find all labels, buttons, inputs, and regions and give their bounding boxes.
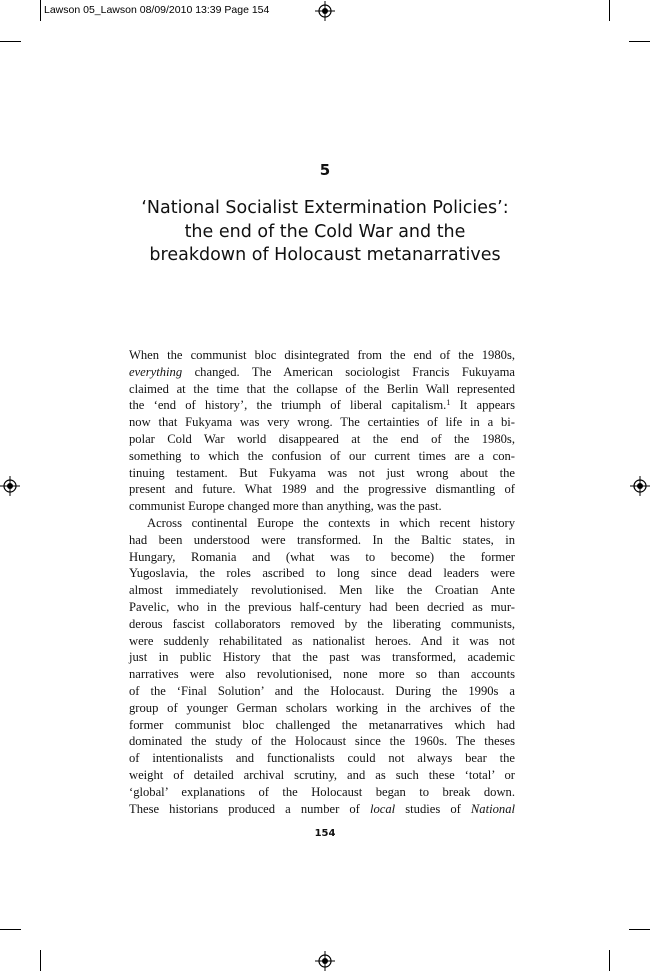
body-line: of intentionalists and functionalists could not always bear the (129, 751, 515, 766)
crop-mark-bottom-left-h (0, 929, 21, 930)
body-line: were suddenly rehabilitated as nationalist heroes. And it was not (129, 633, 515, 648)
body-line-text: changed. The American sociologist Francis Fukuyama (194, 364, 515, 379)
chapter-title (100, 197, 550, 268)
crop-mark-bottom-left-v (40, 950, 41, 971)
emphasis: everything (129, 364, 183, 379)
registration-mark-top-icon (315, 1, 335, 21)
body-line: something to which the confusion of our current times are a con- (129, 448, 515, 463)
body-line: dominated the study of the Holocaust since the 1960s. The theses (129, 734, 515, 749)
registration-mark-bottom-icon (315, 951, 335, 971)
body-line: ‘global’ explanations of the Holocaust began to break down. (129, 784, 515, 799)
body-line: present and future. What 1989 and the progressive dismantling of (129, 482, 515, 497)
body-line: group of younger German scholars working in the archives of the (129, 700, 515, 715)
body-line: narratives were also revolutionised, none more so than accounts (129, 667, 515, 682)
crop-mark-bottom-right-h (629, 929, 650, 930)
chapter-title-line: breakdown of Holocaust metanarratives (149, 245, 501, 265)
body-line: Across continental Europe the contexts in which recent history (147, 515, 515, 530)
body-line: had been understood were transformed. In the Baltic states, in (129, 532, 515, 547)
body-line: weight of detailed archival scrutiny, and as such these ‘total’ or (129, 767, 515, 782)
body-line: claimed at the time that the collapse of the Berlin Wall represented (129, 381, 515, 396)
body-text (129, 347, 515, 817)
body-line: tinuing testament. But Fukyama was not just wrong about the (129, 465, 515, 480)
body-line: Yugoslavia, the roles ascribed to long since dead leaders were (129, 566, 515, 581)
body-line: polar Cold War world disappeared at the end of the 1980s, (129, 431, 515, 446)
crop-mark-top-left-v (40, 0, 41, 21)
body-line: Hungary, Romania and (what was to become) the former (129, 549, 515, 564)
body-line: former communist bloc challenged the metanarratives which had (129, 717, 515, 732)
body-line-text: It appears (459, 398, 515, 413)
emphasis: local (369, 801, 396, 816)
print-slug: Lawson 05_Lawson 08/09/2010 13:39 Page 154 (44, 4, 270, 16)
body-line: of the ‘Final Solution’ and the Holocaust. During the 1990s a (129, 683, 515, 698)
page-number: 154 (314, 828, 336, 839)
chapter-title-line: the end of the Cold War and the (184, 221, 466, 242)
body-line: derous fascist collaborators removed by the liberating communists, (129, 616, 515, 631)
registration-mark-left-icon (0, 476, 20, 496)
body-line: just in public History that the past was transformed, academic (129, 650, 515, 665)
registration-mark-right-icon (630, 476, 650, 496)
crop-mark-top-left-h (0, 41, 21, 42)
crop-mark-top-right-h (629, 41, 650, 42)
body-line: communist Europe changed more than anything, was the past. (129, 499, 442, 514)
body-line (129, 364, 515, 381)
body-line (129, 801, 515, 818)
body-line: almost immediately revolutionised. Men like the Croatian Ante (129, 583, 515, 598)
chapter-number: 5 (319, 161, 331, 179)
body-line-text: These historians produced a number of (129, 801, 360, 816)
crop-mark-bottom-right-v (609, 950, 610, 971)
crop-mark-top-right-v (609, 0, 610, 21)
body-line-text: the ‘end of history’, the triumph of liberal capitalism. (129, 398, 447, 413)
footnote-ref[interactable]: 1 (446, 398, 451, 408)
body-line-text: studies of (405, 801, 461, 816)
chapter-title-line: ‘National Socialist Extermination Policies’: (141, 198, 509, 218)
body-line: When the communist bloc disintegrated from the end of the 1980s, (129, 348, 515, 362)
emphasis: National (470, 801, 515, 816)
body-line: Pavelic, who in the previous half-century had been decried as mur- (129, 599, 515, 614)
body-line (129, 397, 515, 414)
body-line: now that Fukyama was very wrong. The certainties of life in a bi- (129, 415, 515, 430)
